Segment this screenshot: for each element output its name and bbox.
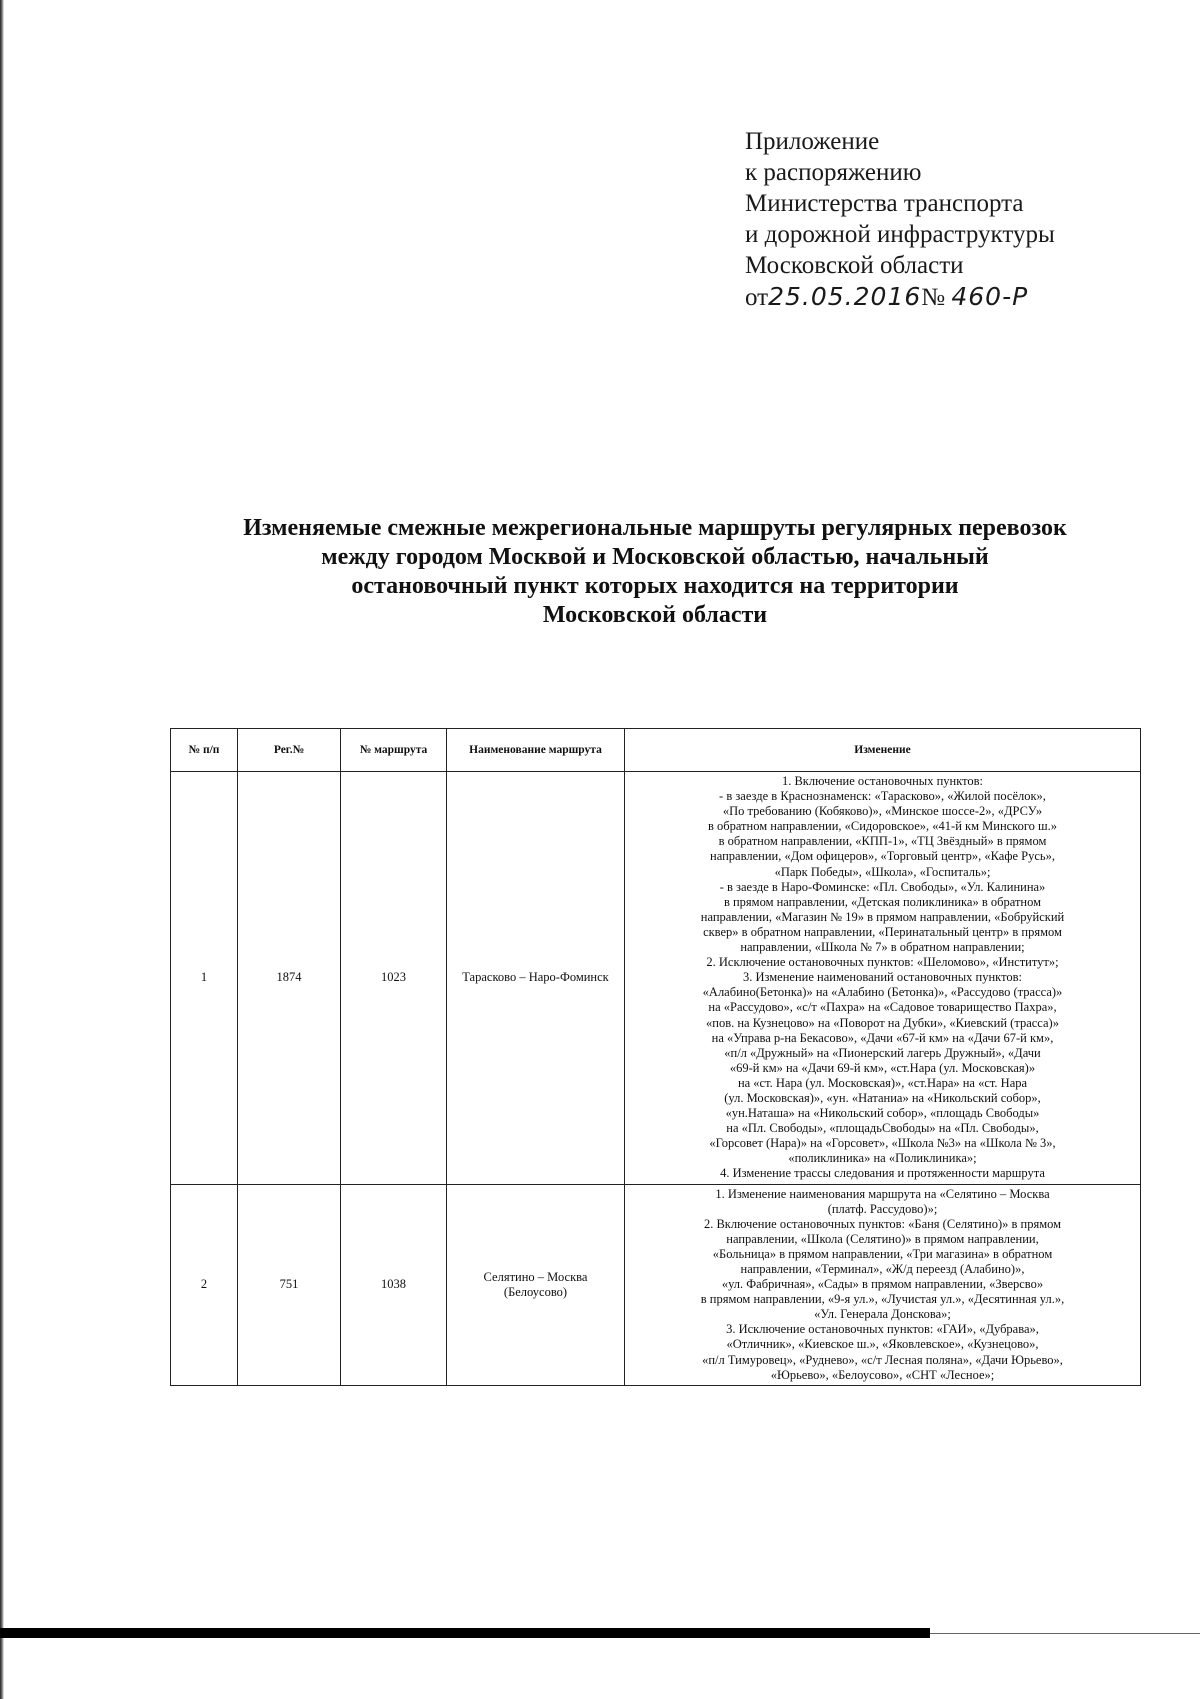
title-line: между городом Москвой и Московской областью, начальный [321, 544, 989, 570]
change-line: 1. Изменение наименования маршрута на «Селятино – Москва [715, 1186, 1050, 1201]
cell-change [625, 1184, 1141, 1385]
change-line: направлении, «Школа (Селятино)» в прямом направлении, [726, 1231, 1039, 1246]
change-line: «п/л «Дружный» на «Пионерский лагерь Дружный», «Дачи [724, 1045, 1041, 1060]
change-line: «Отличник», «Киевское ш.», «Яковлевское», «Кузнецово», [726, 1337, 1039, 1352]
scan-bottom-bar [0, 1628, 930, 1638]
change-line: «Больница» в прямом направлении, «Три магазина» в обратном [712, 1246, 1053, 1261]
change-line: 1. Включение остановочных пунктов: [781, 774, 984, 788]
cell-route: 1038 [341, 1184, 447, 1385]
appendix-line: Приложение [745, 128, 880, 155]
number-sign: № [921, 284, 946, 311]
change-line: 2. Исключение остановочных пунктов: «Шеломово», «Институт»; [706, 955, 1059, 970]
change-line: в обратном направлении, «КПП-1», «ТЦ Звёздный» в прямом [718, 834, 1047, 849]
cell-num: 1 [171, 772, 238, 1185]
change-line: «Ул. Генерала Донскова»; [814, 1307, 951, 1322]
change-line: «69-й км» на «Дачи 69-й км», «ст.Нара (ул. Московская)» [729, 1060, 1036, 1075]
change-line: направлении, «Магазин № 19» в прямом направлении, «Бобруйский [700, 909, 1065, 924]
change-line: «Алабино(Бетонка)» на «Алабино (Бетонка)», «Рассудово (трасса)» [702, 985, 1063, 1000]
change-line: в прямом направлении, «Детская поликлиника» в обратном [723, 894, 1042, 909]
change-line: «поликлиника» на «Поликлиника»; [788, 1151, 977, 1166]
appendix-line: Московской области [745, 252, 964, 279]
title-line: Московской области [542, 602, 768, 628]
change-line: (ул. Московская)», «ун. «Натаниа» на «Никольский собор», [724, 1090, 1041, 1105]
change-line: «пов. на Кузнецово» на «Поворот на Дубки», «Киевский (трасса)» [706, 1015, 1059, 1030]
change-line: «Парк Победы», «Школа», «Госпиталь»; [774, 864, 991, 879]
header-name: Наименование маршрута [447, 729, 625, 772]
change-line: направлении, «Школа № 7» в обратном направлении; [740, 940, 1025, 955]
cell-num: 2 [171, 1184, 238, 1385]
change-line: 3. Исключение остановочных пунктов: «ГАИ», «Дубрава», [726, 1322, 1039, 1337]
appendix-line: к распоряжению [745, 159, 922, 186]
cell-route-name: Тарасково – Наро-Фоминск [447, 772, 625, 1185]
change-line: «ун.Наташа» на «Никольский собор», «площадь Свободы» [725, 1106, 1040, 1121]
scan-bottom-line [930, 1633, 1200, 1634]
cell-route-name: Селятино – Москва (Белоусово) [447, 1184, 625, 1385]
appendix-date-line [745, 281, 1055, 313]
change-line: на «Пл. Свободы», «площадьСвободы» на «Пл. Свободы», [726, 1121, 1039, 1136]
change-line: 3. Изменение наименований остановочных пунктов: [742, 970, 1022, 985]
change-line: на «Управа р-на Бекасово», «Дачи «67-й км» на «Дачи 67-й км», [711, 1030, 1054, 1045]
appendix-line: и дорожной инфраструктуры [745, 221, 1055, 248]
table-row [171, 1184, 1141, 1385]
change-line: в прямом направлении, «9-я ул.», «Лучистая ул.», «Десятинная ул.», [700, 1292, 1065, 1307]
header-change: Изменение [625, 729, 1141, 772]
change-line: в обратном направлении, «Сидоровское», «41-й км Минского ш.» [707, 819, 1058, 834]
scan-edge [0, 0, 4, 1699]
appendix-line: Министерства транспорта [745, 190, 1024, 217]
change-line: «ул. Фабричная», «Сады» в прямом направлении, «Зверсво» [721, 1277, 1044, 1292]
change-line: «Горсовет (Нара)» на «Горсовет», «Школа №3» на «Школа № 3», [709, 1136, 1056, 1151]
title-line: Изменяемые смежные межрегиональные маршруты регулярных перевозок [243, 515, 1067, 541]
change-line: сквер» в обратном направлении, «Перинатальный центр» в прямом [703, 924, 1062, 939]
table-header-row [171, 729, 1141, 772]
cell-reg: 751 [238, 1184, 341, 1385]
change-line: направлении, «Дом офицеров», «Торговый центр», «Кафе Русь», [710, 849, 1055, 864]
change-line: «Юрьево», «Белоусово», «СНТ «Лесное»; [770, 1367, 995, 1382]
table-row [171, 772, 1141, 1185]
document-title [170, 514, 1140, 630]
change-line: - в заезде в Наро-Фоминске: «Пл. Свободы», «Ул. Калинина» [719, 879, 1046, 894]
routes-table [170, 728, 1141, 1386]
handwritten-date: 25.05.2016 [768, 282, 922, 311]
change-line: «По требованию (Кобяково)», «Минское шоссе-2», «ДРСУ» [722, 804, 1043, 819]
appendix-block [745, 126, 1055, 313]
change-line: «п/л Тимуровец», «Руднево», «с/т Лесная поляна», «Дачи Юрьево», [702, 1352, 1063, 1367]
change-line: 4. Изменение трассы следования и протяженности маршрута [720, 1166, 1045, 1181]
change-line: направлении, «Терминал», «Ж/д переезд (Алабино)», [740, 1262, 1025, 1276]
change-line: - в заезде в Краснознаменск: «Тарасково», «Жилой посёлок», [719, 789, 1046, 804]
title-line: остановочный пункт которых находится на территории [351, 573, 959, 599]
cell-change [625, 772, 1141, 1185]
date-prefix: от [745, 284, 769, 311]
change-line: на «Рассудово», «с/т «Пахра» на «Садовое товарищество Пахра», [708, 1000, 1057, 1015]
cell-route: 1023 [341, 772, 447, 1185]
change-line: (платф. Рассудово)»; [827, 1201, 938, 1216]
header-route: № маршрута [341, 729, 447, 772]
cell-reg: 1874 [238, 772, 341, 1185]
handwritten-number: 460-Р [951, 282, 1029, 311]
change-line: на «ст. Нара (ул. Московская)», «ст.Нара» на «ст. Нара [737, 1075, 1028, 1090]
header-reg: Рег.№ [238, 729, 341, 772]
header-num: № п/п [171, 729, 238, 772]
change-line: 2. Включение остановочных пунктов: «Баня (Селятино)» в прямом [703, 1216, 1062, 1231]
